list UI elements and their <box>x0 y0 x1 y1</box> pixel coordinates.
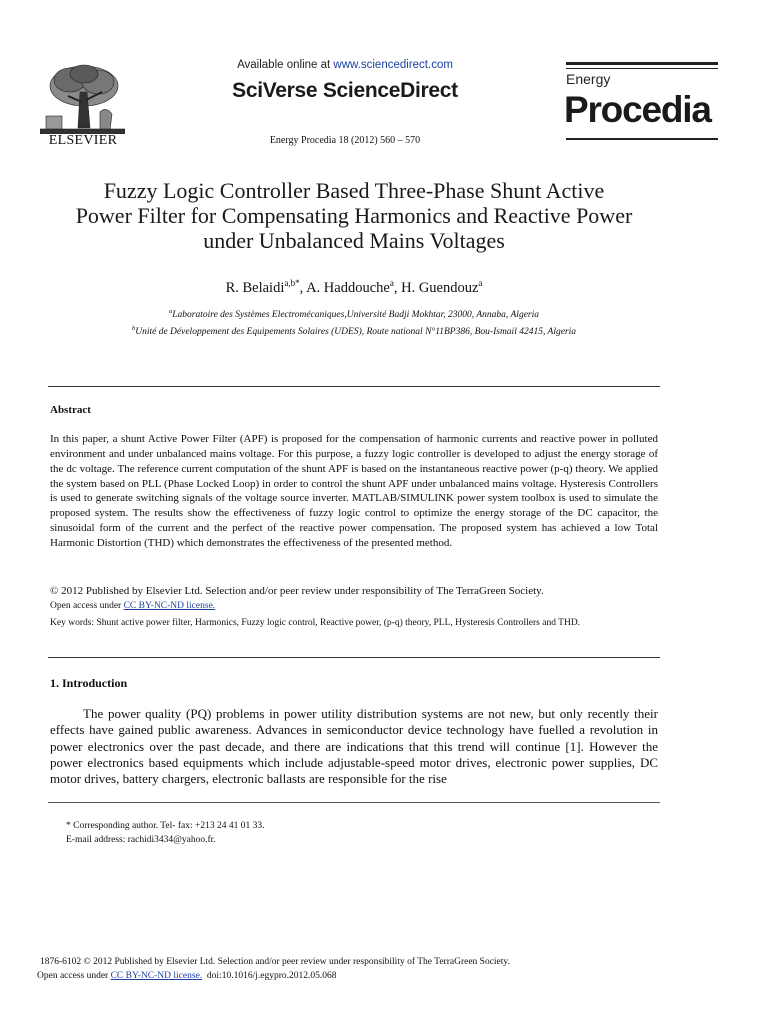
affiliation-mark: a <box>168 308 173 315</box>
license-link[interactable]: CC BY-NC-ND license. <box>123 601 216 611</box>
elsevier-tree-logo <box>40 62 125 134</box>
journal-logo-rule-bottom <box>566 138 718 140</box>
copyright-notice: © 2012 Published by Elsevier Ltd. Selection and/or peer review under responsibility of The TerraGreen Society. <box>50 585 544 597</box>
affiliation-line <box>40 322 668 339</box>
article-title <box>40 178 668 253</box>
affiliation-line <box>40 305 668 322</box>
availability-line <box>200 59 490 71</box>
author-separator: , <box>393 279 402 296</box>
affiliation-text: Laboratoire des Systèmes Electromécaniques,Université Badji Mokhtar, 23000, Annaba, Algeria <box>172 310 539 321</box>
author-name: H. Guendouz <box>401 279 479 296</box>
email-note: E-mail address: rachidi3434@yahoo.fr. <box>66 835 216 845</box>
platform-logo: SciVerse ScienceDirect <box>232 79 458 102</box>
author-name: A. Haddouche <box>306 279 390 296</box>
journal-logo-rule-thin <box>566 68 718 69</box>
introduction-text: The power quality (PQ) problems in power utility distribution systems are not new, but only recently their effects have gained public awareness. Advances in semiconductor device technology have fuelled a revolution in power electronics over the past decade, and there are indications that this trend will continue [1]. However the power electronics based equipments which include adjustable-speed motor drives, electronic power supplies, DC motor drives, battery chargers, electronic ballasts are responsible for the rise <box>50 706 658 787</box>
sciencedirect-link[interactable]: www.sciencedirect.com <box>333 59 453 71</box>
doi[interactable]: doi:10.1016/j.egypro.2012.05.068 <box>206 971 337 981</box>
divider-top <box>48 386 660 387</box>
title-line: Power Filter for Compensating Harmonics and Reactive Power <box>75 203 633 228</box>
issn-line: 1876-6102 © 2012 Published by Elsevier Ltd. Selection and/or peer review under responsibility of The TerraGreen Society. <box>40 957 510 967</box>
open-access-prefix: Open access under <box>50 601 124 611</box>
footer-open-access-line <box>37 969 680 983</box>
affiliations <box>40 305 668 339</box>
journal-reference: Energy Procedia 18 (2012) 560 – 570 <box>269 135 421 146</box>
affiliation-mark: b <box>131 325 136 333</box>
author-affiliation-mark: a,b* <box>284 278 300 288</box>
title-line: Fuzzy Logic Controller Based Three-Phase Shunt Active <box>103 178 605 203</box>
author-affiliation-mark: a <box>389 278 394 288</box>
journal-logo-procedia: Procedia <box>564 89 711 130</box>
author-separator: , <box>299 279 307 296</box>
section-heading: 1. Introduction <box>50 676 128 690</box>
footnote-divider <box>48 802 660 803</box>
author-list <box>40 278 668 297</box>
footer-open-access-prefix: Open access under <box>37 971 111 981</box>
availability-prefix: Available online at <box>237 59 334 71</box>
abstract-heading: Abstract <box>50 404 91 416</box>
keywords: Key words: Shunt active power filter, Harmonics, Fuzzy logic control, Reactive power, (p-q) theory, PLL, Hysteresis Controllers and THD. <box>50 618 581 628</box>
author-affiliation-mark: a <box>478 278 483 288</box>
author-name: R. Belaidi <box>225 279 285 296</box>
divider-bottom <box>48 657 660 658</box>
abstract-text: In this paper, a shunt Active Power Filter (APF) is proposed for the compensation of harmonic currents and reactive power in polluted environment and under unbalanced mains voltage. For this purpose, a fuzzy logic controller is developed to adjust the energy storage of the dc voltage. The reference current computation of the shunt APF is based on the instantaneous reactive power (p-q) theory. We applied the system based on PLL (Phase Locked Loop) in order to control the shunt APF under unbalanced mains voltage. Hysteresis Controllers is used to generate switching signals of the voltage source inverter. MATLAB/SIMULINK power system toolbox is used to simulate the proposed system. The results show the effectiveness of fuzzy logic control to optimize the energy storage of the DC capacitor, the sinusoidal form of the current and the perfect of the reactive power compensation. The proposed system has achieved a low Total Harmonic Distortion (THD) which demonstrates the effectiveness of the presented method. <box>50 433 658 549</box>
footer-license-link[interactable]: CC BY-NC-ND license. <box>110 971 203 981</box>
page-footer <box>37 955 680 983</box>
journal-logo-rule-top <box>566 62 718 65</box>
affiliation-text: Unité de Développement des Equipements Solaires (UDES), Route national N°11BP386, Bou-Ismail 42415, Algeria <box>135 327 577 338</box>
corresponding-author-note: * Corresponding author. Tel- fax: +213 24 41 01 33. <box>66 821 265 831</box>
publisher-wordmark: ELSEVIER <box>48 133 118 148</box>
journal-logo-energy: Energy <box>566 71 611 87</box>
title-line: under Unbalanced Mains Voltages <box>203 228 505 253</box>
open-access-notice <box>50 601 215 611</box>
